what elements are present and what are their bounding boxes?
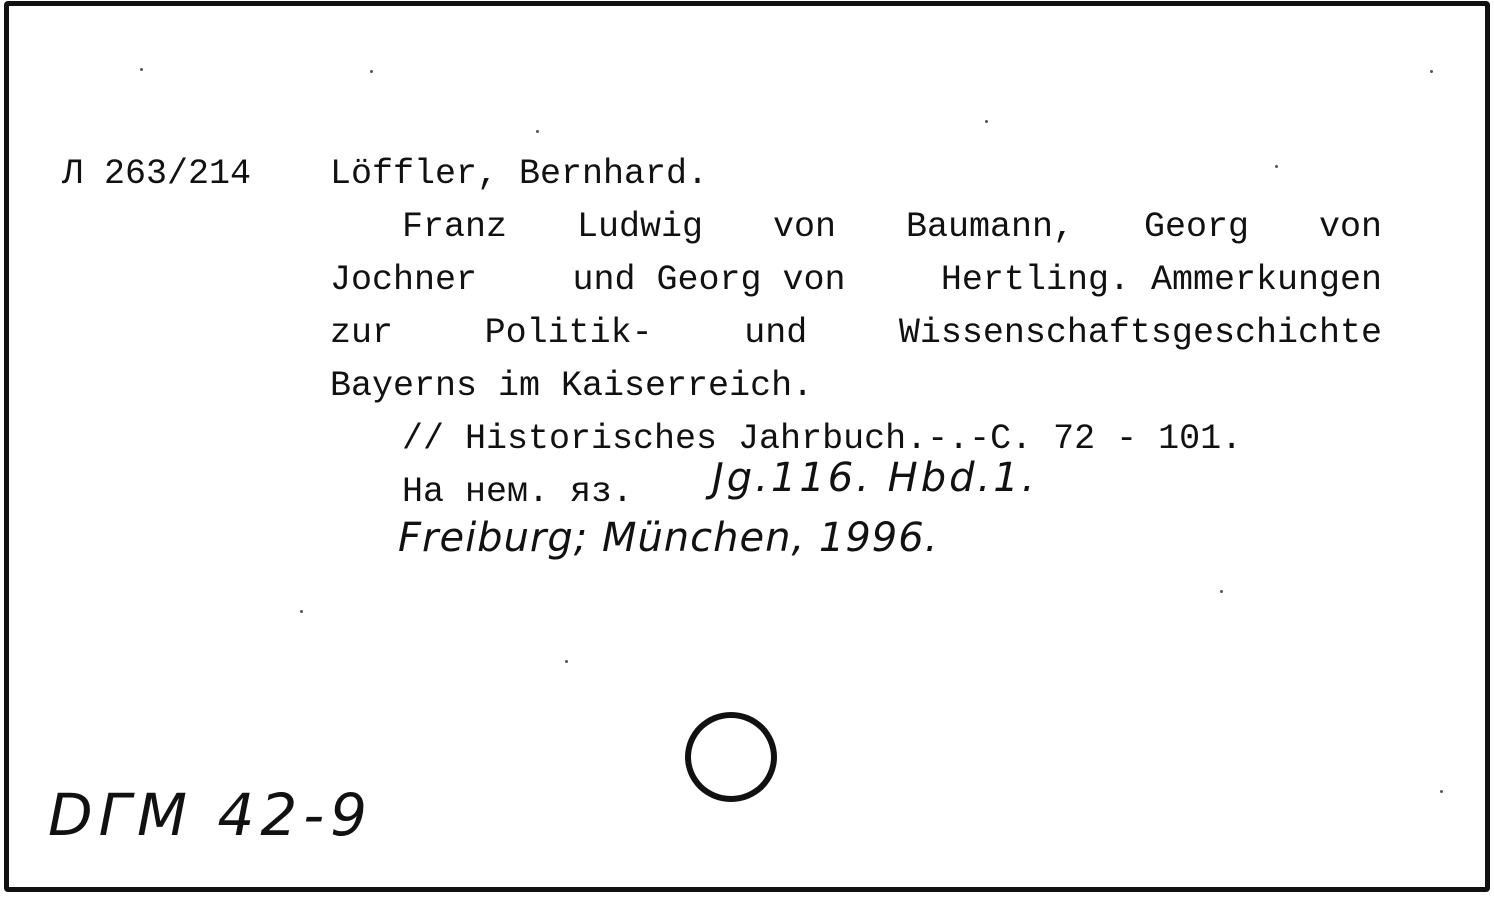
title-word: Ludwig <box>577 207 704 247</box>
title-word: Jochner <box>330 260 478 300</box>
handwritten-place-year: Freiburg; München, 1996. <box>398 515 939 561</box>
title-line-1 <box>402 207 1382 247</box>
punch-hole <box>685 712 777 802</box>
source-line: // Historisches Jahrbuch.-.-С. 72 - 101. <box>402 419 1243 459</box>
speck <box>985 120 988 123</box>
title-line-4: Bayerns im Kaiserreich. <box>330 366 814 406</box>
speck <box>536 130 539 133</box>
title-word: und <box>744 313 808 353</box>
title-line-2 <box>330 260 1382 300</box>
title-line-3 <box>330 313 1382 353</box>
handwritten-code: DΓM 42-9 <box>48 781 374 849</box>
speck <box>1440 790 1443 793</box>
speck <box>565 660 568 663</box>
speck <box>370 70 373 73</box>
language-note: На нем. яз. <box>402 472 634 512</box>
speck <box>1275 165 1278 168</box>
speck <box>140 68 143 71</box>
speck <box>1430 70 1433 73</box>
author-heading: Löffler, Bernhard. <box>330 154 709 194</box>
handwritten-volume: Jg.116. Hbd.1. <box>712 455 1038 501</box>
shelfmark: Л 263/214 <box>62 154 252 194</box>
speck <box>1220 590 1223 593</box>
title-word: Baumann, <box>905 207 1075 247</box>
title-word: Franz <box>402 207 508 247</box>
title-word: Hertling. Ammerkungen <box>940 260 1382 300</box>
title-word: Georg <box>1143 207 1250 247</box>
title-word: zur <box>330 313 394 353</box>
title-word: von <box>773 207 837 247</box>
speck <box>300 610 303 613</box>
title-word: Wissenschaftsgeschichte <box>898 313 1382 353</box>
title-word: Politik- <box>484 313 653 353</box>
title-word: von <box>1318 207 1382 247</box>
title-word: und Georg von <box>572 260 846 300</box>
